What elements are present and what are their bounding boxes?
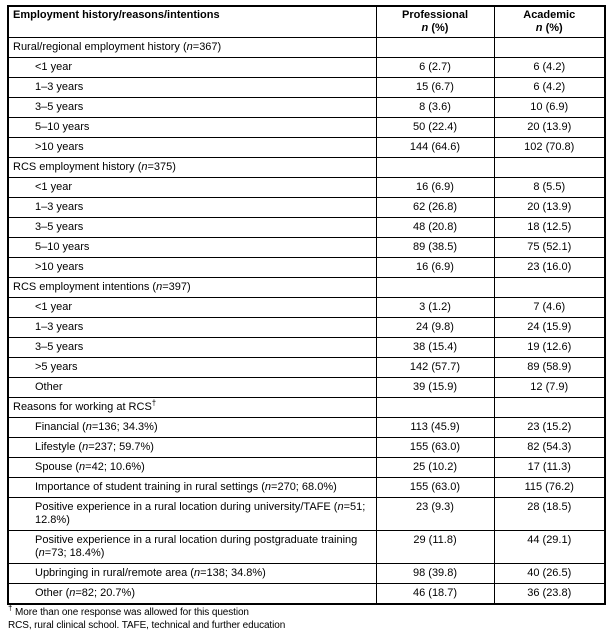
row-label: 1–3 years xyxy=(8,318,376,338)
column-header-professional-sub: n (%) xyxy=(421,22,449,34)
cell-professional: 25 (10.2) xyxy=(376,458,494,478)
table-body xyxy=(8,38,605,605)
cell-academic: 19 (12.6) xyxy=(494,338,605,358)
cell-academic: 17 (11.3) xyxy=(494,458,605,478)
cell-academic: 7 (4.6) xyxy=(494,298,605,318)
cell-professional: 50 (22.4) xyxy=(376,118,494,138)
table-row xyxy=(8,78,605,98)
footnote-abbreviations: RCS, rural clinical school. TAFE, technical and further education xyxy=(8,619,286,631)
cell-professional: 155 (63.0) xyxy=(376,438,494,458)
row-label: >10 years xyxy=(8,258,376,278)
cell-academic: 82 (54.3) xyxy=(494,438,605,458)
cell-professional: 39 (15.9) xyxy=(376,378,494,398)
row-label: 3–5 years xyxy=(8,218,376,238)
cell-academic: 44 (29.1) xyxy=(494,531,605,564)
cell-academic: 10 (6.9) xyxy=(494,98,605,118)
row-label: 3–5 years xyxy=(8,338,376,358)
header-row xyxy=(8,6,605,38)
table-row xyxy=(8,418,605,438)
cell-academic: 6 (4.2) xyxy=(494,58,605,78)
cell-professional: 46 (18.7) xyxy=(376,584,494,605)
table-row xyxy=(8,58,605,78)
cell-professional: 16 (6.9) xyxy=(376,258,494,278)
table-row xyxy=(8,98,605,118)
column-header-academic-title: Academic xyxy=(523,9,576,21)
cell-professional: 6 (2.7) xyxy=(376,58,494,78)
employment-table xyxy=(7,5,606,605)
row-label: <1 year xyxy=(8,58,376,78)
cell-professional xyxy=(376,158,494,178)
cell-academic: 75 (52.1) xyxy=(494,238,605,258)
footnotes xyxy=(7,603,604,632)
section-row xyxy=(8,398,605,418)
row-label: <1 year xyxy=(8,178,376,198)
cell-academic: 36 (23.8) xyxy=(494,584,605,605)
table-row xyxy=(8,584,605,605)
table-row xyxy=(8,118,605,138)
row-label: Spouse (n=42; 10.6%) xyxy=(8,458,376,478)
cell-academic: 23 (16.0) xyxy=(494,258,605,278)
cell-professional xyxy=(376,278,494,298)
table-row xyxy=(8,458,605,478)
table-row xyxy=(8,238,605,258)
cell-professional: 144 (64.6) xyxy=(376,138,494,158)
section-label: Reasons for working at RCS† xyxy=(8,398,376,418)
cell-academic: 102 (70.8) xyxy=(494,138,605,158)
row-label: Other xyxy=(8,378,376,398)
row-label: Importance of student training in rural settings (n=270; 68.0%) xyxy=(8,478,376,498)
footnote-dagger: † More than one response was allowed for this question xyxy=(8,603,249,618)
row-label: 5–10 years xyxy=(8,238,376,258)
table-row xyxy=(8,318,605,338)
row-label: 5–10 years xyxy=(8,118,376,138)
cell-academic: 28 (18.5) xyxy=(494,498,605,531)
row-label: Positive experience in a rural location during postgraduate training (n=73; 18.4%) xyxy=(8,531,376,564)
cell-professional: 23 (9.3) xyxy=(376,498,494,531)
section-label: RCS employment history (n=375) xyxy=(8,158,376,178)
table-row xyxy=(8,138,605,158)
table-header xyxy=(8,6,605,38)
row-label: >10 years xyxy=(8,138,376,158)
row-label: Other (n=82; 20.7%) xyxy=(8,584,376,605)
cell-professional: 16 (6.9) xyxy=(376,178,494,198)
cell-academic: 12 (7.9) xyxy=(494,378,605,398)
section-row xyxy=(8,158,605,178)
table-row xyxy=(8,438,605,458)
cell-professional: 62 (26.8) xyxy=(376,198,494,218)
cell-professional: 38 (15.4) xyxy=(376,338,494,358)
cell-academic xyxy=(494,278,605,298)
cell-academic xyxy=(494,158,605,178)
column-header-professional xyxy=(376,6,494,38)
cell-academic: 24 (15.9) xyxy=(494,318,605,338)
row-label: Upbringing in rural/remote area (n=138; 34.8%) xyxy=(8,564,376,584)
table-row xyxy=(8,498,605,531)
cell-professional: 8 (3.6) xyxy=(376,98,494,118)
cell-academic xyxy=(494,398,605,418)
table-row xyxy=(8,258,605,278)
column-header-academic xyxy=(494,6,605,38)
table-row xyxy=(8,564,605,584)
cell-professional: 48 (20.8) xyxy=(376,218,494,238)
cell-professional xyxy=(376,398,494,418)
column-header-professional-title: Professional xyxy=(401,9,469,21)
cell-academic xyxy=(494,38,605,58)
row-label: 1–3 years xyxy=(8,198,376,218)
table-row xyxy=(8,478,605,498)
row-label: <1 year xyxy=(8,298,376,318)
section-label: Rural/regional employment history (n=367) xyxy=(8,38,376,58)
cell-professional: 142 (57.7) xyxy=(376,358,494,378)
section-row xyxy=(8,278,605,298)
cell-academic: 115 (76.2) xyxy=(494,478,605,498)
row-label: Financial (n=136; 34.3%) xyxy=(8,418,376,438)
row-label: Positive experience in a rural location during university/TAFE (n=51; 12.8%) xyxy=(8,498,376,531)
cell-professional: 15 (6.7) xyxy=(376,78,494,98)
cell-professional: 29 (11.8) xyxy=(376,531,494,564)
section-row xyxy=(8,38,605,58)
cell-professional: 3 (1.2) xyxy=(376,298,494,318)
row-label: Lifestyle (n=237; 59.7%) xyxy=(8,438,376,458)
table-row xyxy=(8,218,605,238)
table-row xyxy=(8,198,605,218)
cell-academic: 8 (5.5) xyxy=(494,178,605,198)
table-row xyxy=(8,531,605,564)
cell-professional xyxy=(376,38,494,58)
cell-professional: 155 (63.0) xyxy=(376,478,494,498)
cell-academic: 20 (13.9) xyxy=(494,198,605,218)
cell-professional: 24 (9.8) xyxy=(376,318,494,338)
table-row xyxy=(8,378,605,398)
table-row xyxy=(8,298,605,318)
column-header-academic-sub: n (%) xyxy=(535,22,563,34)
row-label: 3–5 years xyxy=(8,98,376,118)
table-row xyxy=(8,178,605,198)
cell-academic: 20 (13.9) xyxy=(494,118,605,138)
cell-academic: 23 (15.2) xyxy=(494,418,605,438)
cell-academic: 6 (4.2) xyxy=(494,78,605,98)
row-label: 1–3 years xyxy=(8,78,376,98)
cell-academic: 89 (58.9) xyxy=(494,358,605,378)
table-row xyxy=(8,358,605,378)
column-header-employment: Employment history/reasons/intentions xyxy=(8,6,376,38)
cell-professional: 113 (45.9) xyxy=(376,418,494,438)
cell-academic: 18 (12.5) xyxy=(494,218,605,238)
table-row xyxy=(8,338,605,358)
section-label: RCS employment intentions (n=397) xyxy=(8,278,376,298)
row-label: >5 years xyxy=(8,358,376,378)
cell-professional: 98 (39.8) xyxy=(376,564,494,584)
cell-professional: 89 (38.5) xyxy=(376,238,494,258)
cell-academic: 40 (26.5) xyxy=(494,564,605,584)
